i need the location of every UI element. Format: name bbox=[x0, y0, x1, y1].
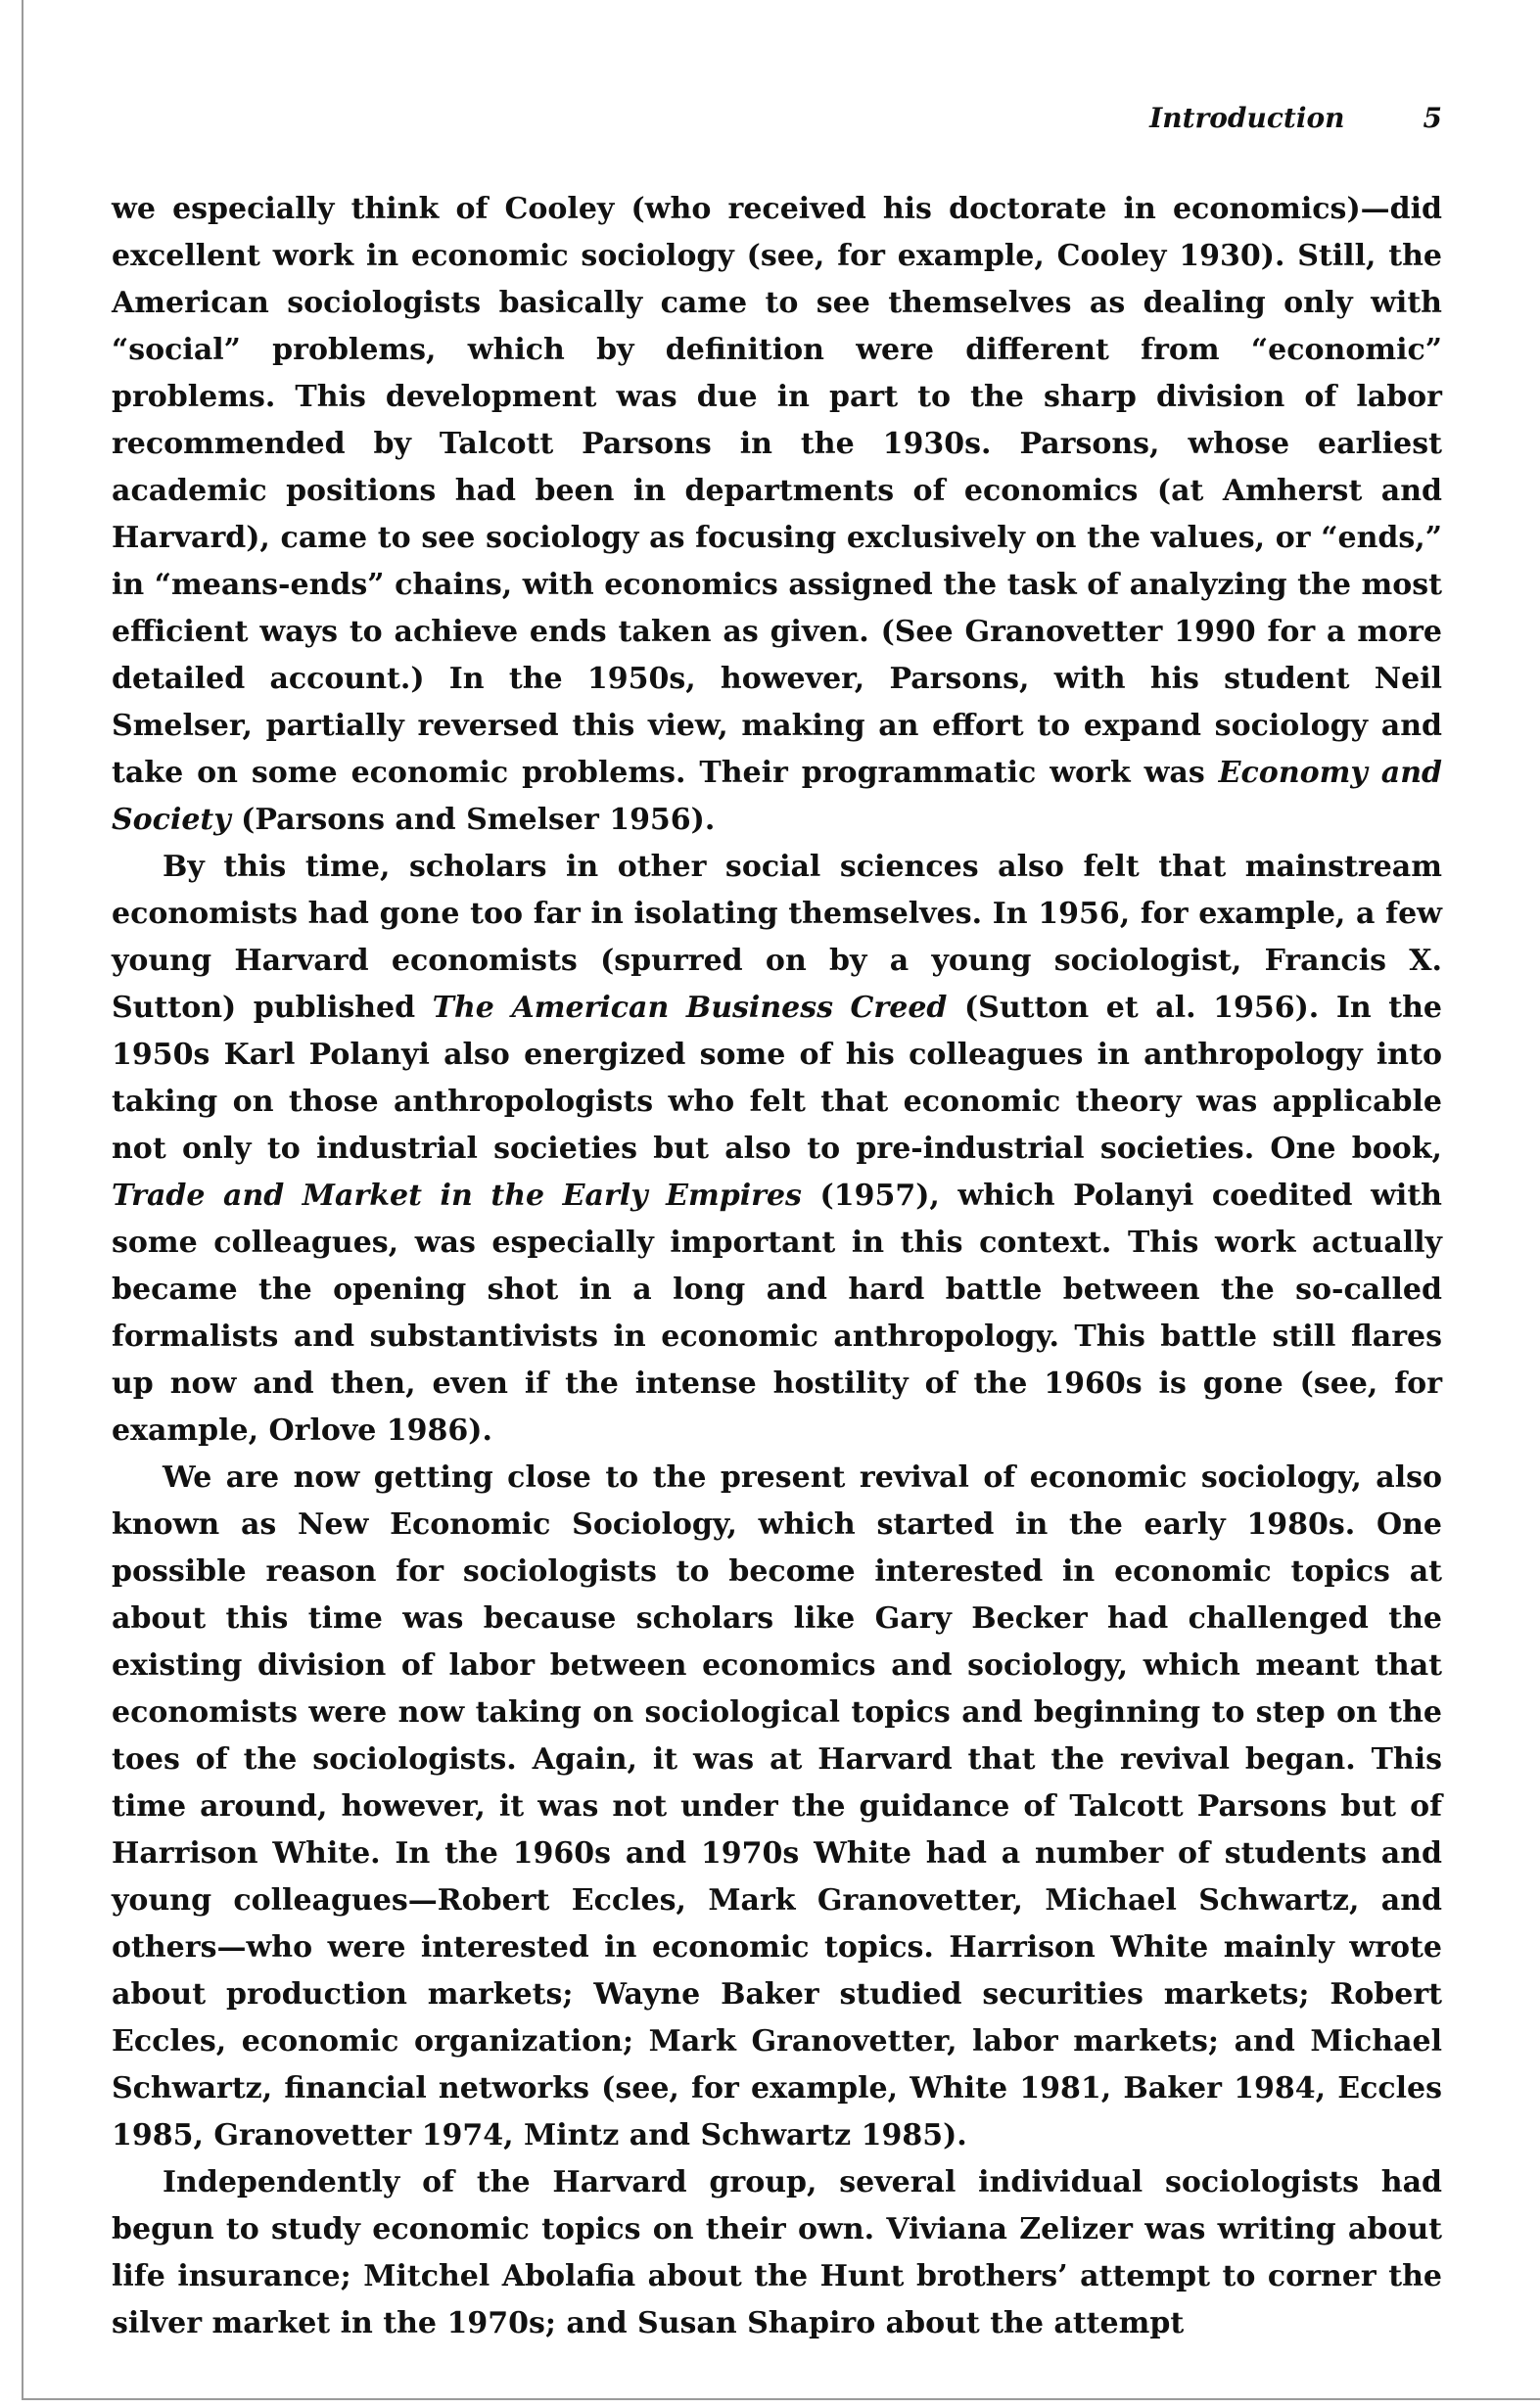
book-title-trade-and-market: Trade and Market in the Early Empires bbox=[112, 1179, 802, 1213]
book-title-american-business-creed: The American Business Creed bbox=[432, 991, 948, 1025]
paragraph-text: By this time, scholars in other social sciences also felt that mainstream economists had gone too far in isolating themselves. In 1956, for example, a few young Harvard economists (spurred on by a young sociologist, Francis X. Sutton) published bbox=[112, 850, 1442, 1025]
body-text bbox=[112, 186, 1442, 2347]
book-title-economy-and-society: Economy and Society bbox=[112, 756, 1442, 837]
running-title: Introduction bbox=[1149, 102, 1345, 134]
paragraph-1 bbox=[112, 186, 1442, 844]
paragraph-text: we especially think of Cooley (who received his doctorate in economics)—did excellent work in economic sociology (see, for example, Cooley 1930). Still, the American sociologists basically came to see themselves as dealing only with “social” problems, which by definition were different from “economic” problems. This development was due in part to the sharp division of labor recommended by Talcott Parsons in the 1930s. Parsons, whose earliest academic positions had been in departments of economics (at Amherst and Harvard), came to see sociology as focusing exclusively on the values, or “ends,” in “means-ends” chains, with economics assigned the task of analyzing the most efficient ways to achieve ends taken as given. (See Granovetter 1990 for a more detailed account.) In the 1950s, however, Parsons, with his student Neil Smelser, partially reversed this view, making an effort to expand sociology and take on some economic problems. Their programmatic work was bbox=[112, 192, 1442, 790]
paragraph-text: (1957), which Polanyi coedited with some colleagues, was especially important in this context. This work actually became the opening shot in a long and hard battle between the so-called formalists and substantivists in economic anthropology. This battle still flares up now and then, even if the intense hostility of the 1960s is gone (see, for example, Orlove 1986). bbox=[112, 1179, 1442, 1448]
page-number: 5 bbox=[1423, 102, 1442, 134]
page-edge-bottom bbox=[22, 2398, 1540, 2400]
paragraph-text: Independently of the Harvard group, several individual sociologists had begun to study economic topics on their own. Viviana Zelizer was writing about life insurance; Mitchel Abolafia about the Hunt brothers’ attempt to corner the silver market in the 1970s; and Susan Shapiro about the attempt bbox=[112, 2165, 1442, 2340]
paragraph-3 bbox=[112, 1455, 1442, 2159]
paragraph-text: (Sutton et al. 1956). In the 1950s Karl Polanyi also energized some of his colleagues in anthropology into taking on those anthropologists who felt that economic theory was applicable not only to industrial societies but also to pre-industrial societies. One book, bbox=[112, 991, 1442, 1166]
page-edge-left bbox=[22, 0, 23, 2400]
paragraph-text: We are now getting close to the present revival of economic sociology, also known as New Economic Sociology, which started in the early 1980s. One possible reason for sociologists to become interested in economic topics at about this time was because scholars like Gary Becker had challenged the existing division of labor between economics and sociology, which meant that economists were now taking on sociological topics and beginning to step on the toes of the sociologists. Again, it was at Harvard that the revival began. This time around, however, it was not under the guidance of Talcott Parsons but of Harrison White. In the 1960s and 1970s White had a number of students and young colleagues—Robert Eccles, Mark Granovetter, Michael Schwartz, and others—who were interested in economic topics. Harrison White mainly wrote about production markets; Wayne Baker studied securities markets; Robert Eccles, economic organization; Mark Granovetter, labor markets; and Michael Schwartz, financial networks (see, for example, White 1981, Baker 1984, Eccles 1985, Granovetter 1974, Mintz and Schwartz 1985). bbox=[112, 1460, 1442, 2153]
running-head bbox=[1149, 102, 1442, 141]
paragraph-4 bbox=[112, 2159, 1442, 2347]
paragraph-2 bbox=[112, 844, 1442, 1455]
paragraph-text: (Parsons and Smelser 1956). bbox=[230, 803, 716, 837]
